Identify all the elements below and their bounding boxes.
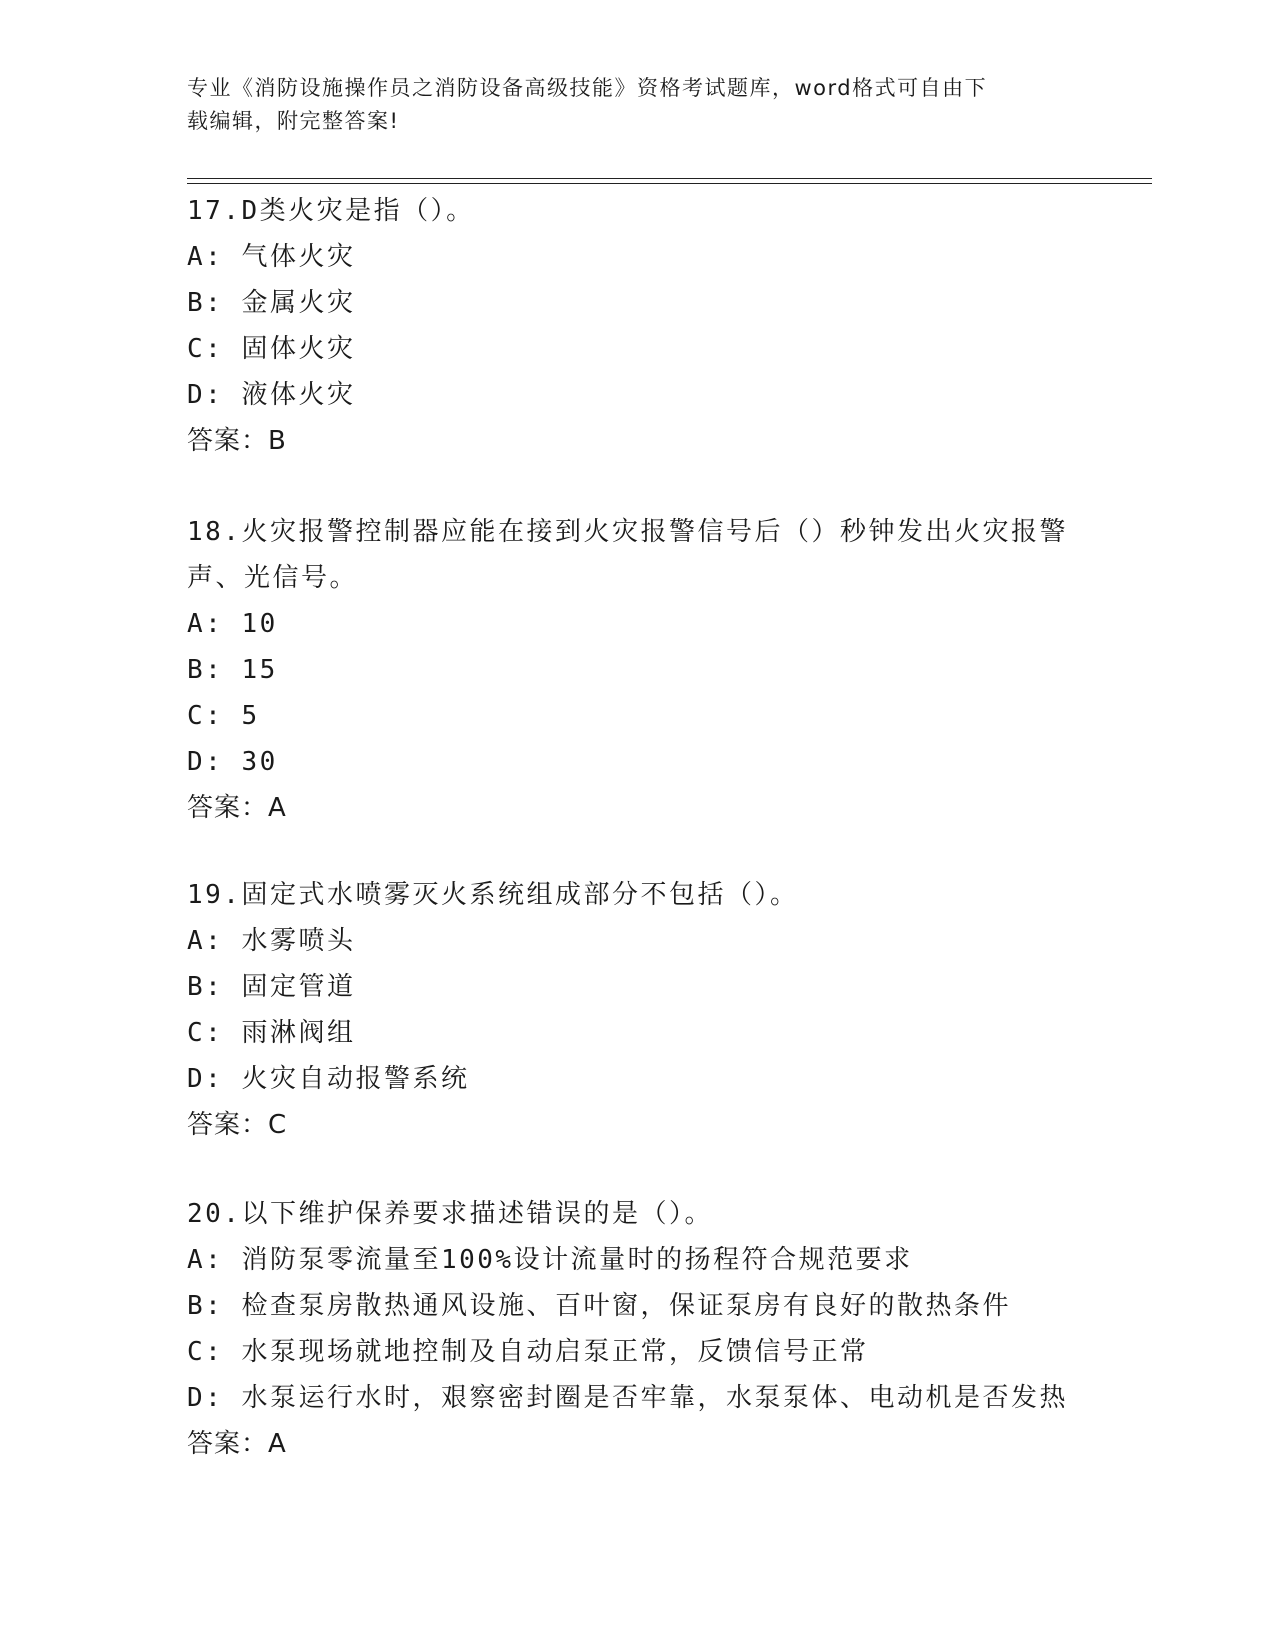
option-a: A: 气体火灾 (187, 242, 356, 272)
question-stem: 17.D类火灾是指（）。 (187, 196, 475, 226)
option-b: B: 检查泵房散热通风设施、百叶窗，保证泵房有良好的散热条件 (187, 1291, 1011, 1321)
answer: 答案：B (187, 426, 287, 456)
answer: 答案：C (187, 1110, 288, 1140)
header-line-1: 专业《消防设施操作员之消防设备高级技能》资格考试题库，word格式可自由下 (187, 76, 988, 100)
question-stem: 19.固定式水喷雾灭火系统组成部分不包括（）。 (187, 880, 799, 910)
header-divider-top (187, 178, 1152, 179)
answer: 答案：A (187, 1429, 287, 1459)
option-b: B: 15 (187, 655, 278, 685)
option-c: C: 雨淋阀组 (187, 1018, 356, 1048)
option-b: B: 金属火灾 (187, 288, 356, 318)
answer: 答案：A (187, 793, 287, 823)
option-a: A: 消防泵零流量至100%设计流量时的扬程符合规范要求 (187, 1245, 913, 1275)
option-c: C: 5 (187, 701, 260, 731)
option-a: A: 10 (187, 609, 278, 639)
question-stem-line-1: 18.火灾报警控制器应能在接到火灾报警信号后（）秒钟发出火灾报警 (187, 517, 1068, 547)
option-c: C: 水泵现场就地控制及自动启泵正常，反馈信号正常 (187, 1337, 869, 1367)
option-a: A: 水雾喷头 (187, 926, 356, 956)
option-b: B: 固定管道 (187, 972, 356, 1002)
question-19 (187, 872, 1087, 1148)
header-line-2: 载编辑，附完整答案! (187, 109, 400, 133)
question-20 (187, 1191, 1087, 1467)
question-18 (187, 509, 1087, 831)
option-c: C: 固体火灾 (187, 334, 356, 364)
question-stem: 20.以下维护保养要求描述错误的是（）。 (187, 1199, 713, 1229)
question-stem-line-2: 声、光信号。 (187, 563, 359, 593)
header-divider-bottom (187, 183, 1152, 184)
option-d: D: 火灾自动报警系统 (187, 1064, 470, 1094)
question-17 (187, 188, 1087, 464)
option-d: D: 液体火灾 (187, 380, 356, 410)
document-header (187, 72, 1067, 138)
option-d: D: 水泵运行水时，艰察密封圈是否牢靠，水泵泵体、电动机是否发热 (187, 1383, 1068, 1413)
option-d: D: 30 (187, 747, 278, 777)
